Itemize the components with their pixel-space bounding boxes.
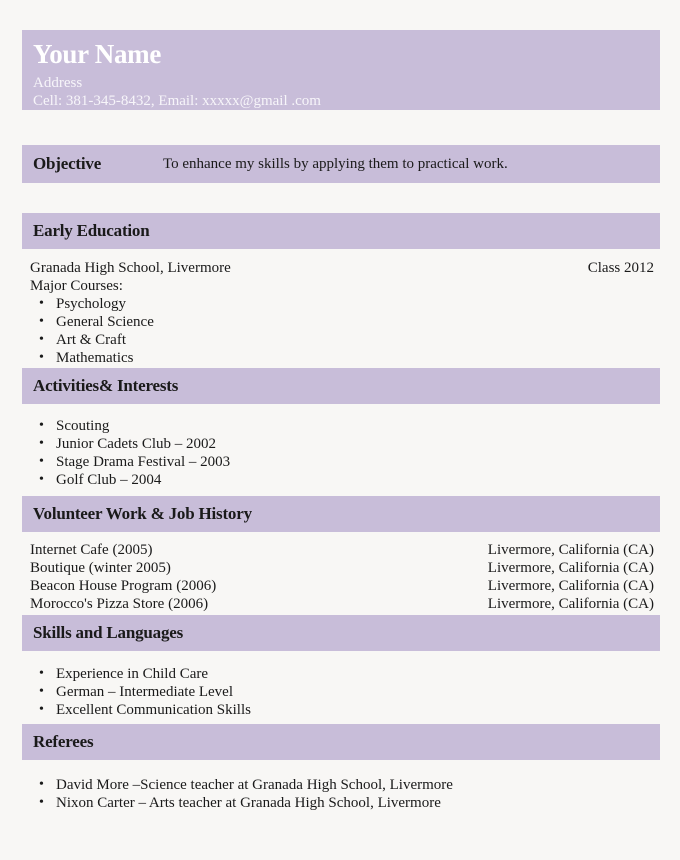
list-item xyxy=(30,471,654,489)
bullet-icon: • xyxy=(39,436,44,451)
name-header-band xyxy=(22,30,660,110)
list-item xyxy=(30,349,654,367)
education-courses-list xyxy=(30,295,654,367)
bullet-icon: • xyxy=(39,666,44,681)
skills-content xyxy=(30,651,654,724)
list-item xyxy=(30,453,654,471)
bullet-icon: • xyxy=(39,702,44,717)
volunteer-jobs-list xyxy=(30,541,654,613)
section-title-volunteer: Volunteer Work & Job History xyxy=(22,496,660,532)
section-title-skills: Skills and Languages xyxy=(22,615,660,651)
bullet-icon: • xyxy=(39,296,44,311)
job-location: Livermore, California (CA) xyxy=(487,560,654,576)
volunteer-content xyxy=(30,532,654,615)
list-item-text: Nixon Carter – Arts teacher at Granada High School, Livermore xyxy=(56,795,441,811)
list-item-text: Psychology xyxy=(56,296,127,312)
job-organization: Beacon House Program (2006) xyxy=(30,578,217,594)
referees-content xyxy=(30,760,654,812)
list-item xyxy=(30,417,654,435)
list-item-text: David More –Science teacher at Granada High School, Livermore xyxy=(56,777,453,793)
section-title-referees: Referees xyxy=(22,724,660,760)
bullet-icon: • xyxy=(39,684,44,699)
bullet-icon: • xyxy=(39,350,44,365)
job-organization: Morocco's Pizza Store (2006) xyxy=(30,596,209,612)
job-row xyxy=(30,541,654,559)
list-item xyxy=(30,313,654,331)
education-class-year: Class 2012 xyxy=(587,260,654,276)
education-school: Granada High School, Livermore xyxy=(30,260,231,276)
referees-list xyxy=(30,776,654,812)
contact-line: Cell: 381-345-8432, Email: xxxxx@gmail .com xyxy=(33,93,321,109)
list-item-text: Scouting xyxy=(56,418,110,434)
bullet-icon: • xyxy=(39,472,44,487)
bullet-icon: • xyxy=(39,418,44,433)
list-item-text: General Science xyxy=(56,314,154,330)
job-row xyxy=(30,577,654,595)
objective-text: To enhance my skills by applying them to practical work. xyxy=(163,155,508,172)
bullet-icon: • xyxy=(39,332,44,347)
list-item-text: Experience in Child Care xyxy=(56,666,209,682)
education-courses-label: Major Courses: xyxy=(30,278,123,294)
job-row xyxy=(30,595,654,613)
list-item-text: Mathematics xyxy=(56,350,134,366)
objective-label: Objective xyxy=(33,154,102,173)
bullet-icon: • xyxy=(39,314,44,329)
bullet-icon: • xyxy=(39,795,44,810)
person-name: Your Name xyxy=(33,39,162,69)
education-content xyxy=(30,249,654,368)
job-row xyxy=(30,559,654,577)
list-item xyxy=(30,435,654,453)
list-item-text: Excellent Communication Skills xyxy=(56,702,251,718)
list-item xyxy=(30,295,654,313)
activities-list xyxy=(30,417,654,489)
list-item-text: German – Intermediate Level xyxy=(56,684,233,700)
education-school-row xyxy=(30,259,654,277)
list-item xyxy=(30,331,654,349)
list-item xyxy=(30,665,654,683)
list-item xyxy=(30,794,654,812)
list-item xyxy=(30,683,654,701)
list-item-text: Junior Cadets Club – 2002 xyxy=(56,436,216,452)
section-title-activities: Activities& Interests xyxy=(22,368,660,404)
activities-content xyxy=(30,404,654,496)
list-item xyxy=(30,701,654,719)
skills-list xyxy=(30,665,654,719)
address-line: Address xyxy=(33,75,83,91)
job-organization: Boutique (winter 2005) xyxy=(30,560,171,576)
list-item xyxy=(30,776,654,794)
list-item-text: Stage Drama Festival – 2003 xyxy=(56,454,231,470)
job-location: Livermore, California (CA) xyxy=(487,542,654,558)
list-item-text: Golf Club – 2004 xyxy=(56,472,162,488)
job-location: Livermore, California (CA) xyxy=(487,578,654,594)
bullet-icon: • xyxy=(39,454,44,469)
job-location: Livermore, California (CA) xyxy=(487,596,654,612)
section-title-education: Early Education xyxy=(22,213,660,249)
bullet-icon: • xyxy=(39,777,44,792)
objective-band xyxy=(22,145,660,183)
list-item-text: Art & Craft xyxy=(56,332,126,348)
job-organization: Internet Cafe (2005) xyxy=(30,542,153,558)
resume-page xyxy=(0,30,680,812)
